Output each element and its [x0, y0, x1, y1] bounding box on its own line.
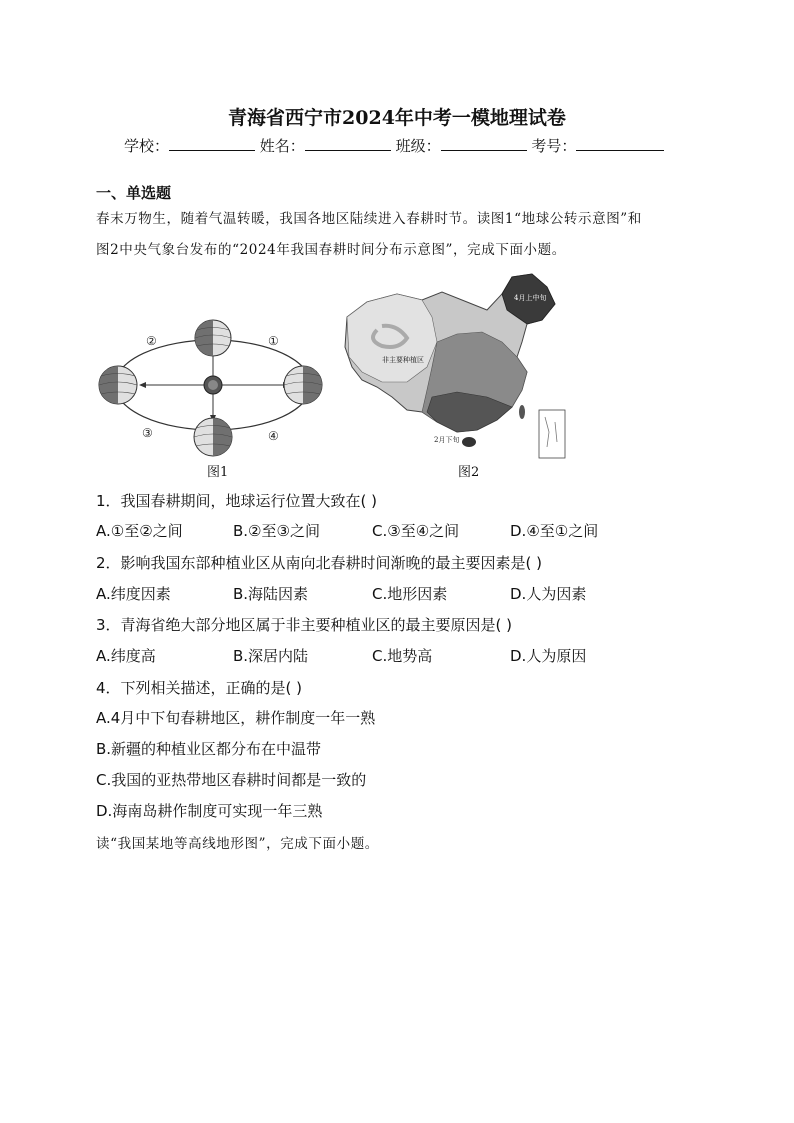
student-info-line — [124, 135, 664, 156]
taiwan-island — [519, 405, 525, 419]
globe-right-icon — [284, 366, 322, 404]
q3-option-b[interactable]: B.深居内陆 — [233, 647, 309, 665]
q3-option-c[interactable]: C.地势高 — [372, 647, 433, 665]
q2-option-b[interactable]: B.海陆因素 — [233, 585, 309, 603]
q4-option-d[interactable]: D.海南岛耕作制度可实现一年三熟 — [96, 802, 323, 820]
number-label: 考号： — [531, 137, 577, 155]
globe-top-icon — [195, 320, 231, 356]
q2-option-c[interactable]: C.地形因素 — [372, 585, 448, 603]
question-3-stem: 3．青海省绝大部分地区属于非主要种植业区的最主要原因是( ) — [96, 616, 513, 634]
q2-option-a[interactable]: A.纬度因素 — [96, 585, 171, 603]
marker-2: ② — [146, 334, 157, 348]
name-label: 姓名： — [259, 137, 305, 155]
exam-title: 青海省西宁市2024年中考一模地理试卷 — [228, 107, 566, 129]
q1-option-c[interactable]: C.③至④之间 — [372, 522, 460, 540]
south-sea-inset — [539, 410, 565, 458]
marker-3: ③ — [142, 426, 153, 440]
q3-option-d[interactable]: D.人为原因 — [510, 647, 587, 665]
section-heading: 一、单选题 — [96, 184, 172, 202]
intro-line-1: 春末万物生，随着气温转暖，我国各地区陆续进入春耕时节。读图1“地球公转示意图”和 — [96, 211, 642, 227]
q3-option-a[interactable]: A.纬度高 — [96, 647, 156, 665]
globe-bottom-icon — [194, 418, 232, 456]
earth-revolution-figure — [96, 310, 326, 480]
q1-option-a[interactable]: A.①至②之间 — [96, 522, 183, 540]
marker-1: ① — [268, 334, 279, 348]
marker-4: ④ — [268, 429, 279, 443]
figure1-caption: 图1 — [207, 465, 229, 480]
q4-option-a[interactable]: A.4月中下旬春耕地区，耕作制度一年一熟 — [96, 709, 376, 727]
label-non-main: 非主要种植区 — [382, 356, 424, 364]
question-2-stem: 2．影响我国东部种植业区从南向北春耕时间渐晚的最主要因素是( ) — [96, 554, 543, 572]
q2-option-d[interactable]: D.人为因素 — [510, 585, 587, 603]
non-main-region — [347, 294, 437, 382]
q1-option-b[interactable]: B.②至③之间 — [233, 522, 320, 540]
class-blank[interactable] — [441, 136, 527, 151]
figure2-caption: 图2 — [458, 465, 480, 480]
question-1-stem: 1．我国春耕期间，地球运行位置大致在( ) — [96, 492, 378, 510]
label-south: 2月下旬 — [434, 436, 460, 444]
china-planting-map — [337, 272, 569, 462]
q4-option-b[interactable]: B.新疆的种植业区都分布在中温带 — [96, 740, 322, 758]
school-label: 学校： — [124, 137, 170, 155]
globe-left-icon — [99, 366, 137, 404]
school-blank[interactable] — [169, 136, 255, 151]
q1-option-d[interactable]: D.④至①之间 — [510, 522, 599, 540]
sun-core — [208, 380, 218, 390]
hainan-island — [462, 437, 476, 447]
q4-option-c[interactable]: C.我国的亚热带地区春耕时间都是一致的 — [96, 771, 367, 789]
number-blank[interactable] — [576, 136, 664, 151]
class-label: 班级： — [395, 137, 441, 155]
intro-line-2: 图2中央气象台发布的“2024年我国春耕时间分布示意图”，完成下面小题。 — [96, 242, 566, 258]
name-blank[interactable] — [305, 136, 391, 151]
label-northeast: 4月上中旬 — [514, 294, 547, 302]
question-4-stem: 4．下列相关描述，正确的是( ) — [96, 679, 303, 697]
reading-prompt: 读“我国某地等高线地形图”，完成下面小题。 — [96, 836, 379, 852]
